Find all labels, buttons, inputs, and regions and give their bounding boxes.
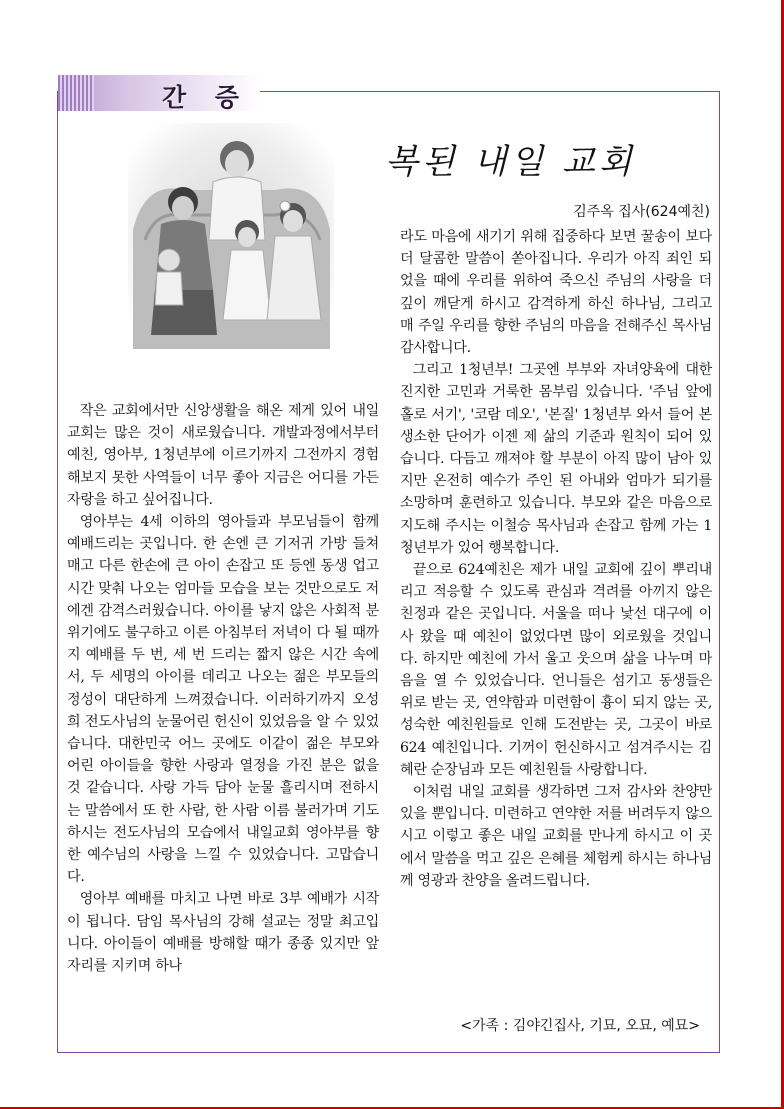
section-title: 간 증 <box>162 83 250 112</box>
paragraph: 끝으로 624예친은 제가 내일 교회에 깊이 뿌리내리고 적응할 수 있도록 관심과 격려를 아끼지 않은 친정과 같은 곳입니다. 서울을 떠나 낯선 대구에 이사 왔을 때 예친이 없었다면 많이 외로웠을 것입니다. 하지만 예친에 가서 울고 웃으며 삶을 나누며 마음을 열 수 있었습니다. 언니들은 섬기고 동생들은 위로 받는 곳, 연약함과 미련함이 흉이 되지 않는 곳, 성숙한 예친원들로 인해 도전받는 곳, 그곳이 바로 624 예친입니다. 기꺼이 헌신하시고 섬겨주시는 김혜란 순장님과 모든 예친원들 사랑합니다. <box>400 562 712 778</box>
section-tag <box>58 75 260 111</box>
paragraph: 이처럼 내일 교회를 생각하면 그저 감사와 찬양만 있을 뿐입니다. 미련하고 연약한 저를 버려두지 않으시고 이렇고 좋은 내일 교회를 만나게 하시고 이 곳에서 말씀을 먹고 깊은 은혜를 체험케 하시는 하나님께 영광과 찬양을 올려드립니다. <box>400 784 712 889</box>
column-right <box>400 226 712 892</box>
paragraph: 작은 교회에서만 신앙생활을 해온 제게 있어 내일교회는 많은 것이 새로웠습니다. 개발과정에서부터 예친, 영아부, 1청년부에 이르기까지 그전까지 경험해보지 못한 사역들이 너무 좋아 지금은 어디를 가든 자랑을 하고 싶어집니다. <box>67 403 379 508</box>
family-line: <가족 : 김야긴집사, 기묘, 오묘, 예묘> <box>460 1018 700 1034</box>
column-left <box>67 400 379 977</box>
paragraph: 라도 마음에 새기기 위해 집중하다 보면 꿀송이 보다 더 달콤한 말씀이 쏟아집니다. 우리가 아직 죄인 되었을 때에 우리를 위하여 죽으신 주님의 사랑을 더 깊이 깨닫게 하시고 감격하게 하신 하나님, 그리고 매 주일 우리를 향한 주님의 마음을 전해주신 목사님 감사합니다. <box>400 229 712 357</box>
paragraph: 그리고 1청년부! 그곳엔 부부와 자녀양육에 대한 진지한 고민과 거룩한 몸부림 있습니다. '주님 앞에 홀로 서기', '코람 데오', '본질' 1청년부 와서 들어 본 생소한 단어가 이젠 제 삶의 기준과 원칙이 되어 있습니다. 다듬고 깨져야 할 부분이 아직 많이 남아 있지만 온전히 예수가 주인 된 아내와 엄마가 되기를 소망하며 훈련하고 있습니다. 부모와 같은 마음으로 지도해 주시는 이철승 목사님과 손잡고 함께 가는 1청년부가 있어 행복합니다. <box>400 362 712 556</box>
family-photo <box>125 120 337 352</box>
section-tag-pattern <box>58 75 94 111</box>
article-author: 김주옥 집사(624예친) <box>573 204 710 220</box>
paragraph: 영아부는 4세 이하의 영아들과 부모님들이 함께 예배드리는 곳입니다. 한 손엔 큰 기저귀 가방 들쳐 매고 다른 한손에 큰 아이 손잡고 또 등엔 동생 업고 시간 맞춰 나오는 엄마들 모습을 보는 것만으로도 저에겐 감격스러웠습니다. 아이를 낳지 않은 사회적 분위기에도 불구하고 이른 아침부터 저녁이 다 될 때까지 예배를 두 번, 세 번 드리는 짧지 않은 시간 속에서, 두 세명의 아이를 데리고 나오는 젊은 부모들의 정성이 대단하게 느껴졌습니다. 이러하기까지 오성희 전도사님의 눈물어린 헌신이 있었음을 알 수 있었습니다. 대한민국 어느 곳에도 이같이 젊은 부모와 어린 아이들을 향한 사랑과 열정을 가진 분은 없을 것 같습니다. 사랑 가득 담아 눈물 흘리시며 전하시는 말씀에서 또 한 사람, 한 사람 이름 불러가며 기도하시는 전도사님의 모습에서 내일교회 영아부를 향한 예수님의 사랑을 느낄 수 있었습니다. 고맙습니다. <box>67 514 379 886</box>
article-headline: 복된 내일 교회 <box>385 142 636 182</box>
paragraph: 영아부 예배를 마치고 나면 바로 3부 예배가 시작이 됩니다. 담임 목사님의 강해 설교는 정말 최고입니다. 아이들이 예배를 방해할 때가 종종 있지만 앞자리를 지키며 하나 <box>67 891 379 975</box>
